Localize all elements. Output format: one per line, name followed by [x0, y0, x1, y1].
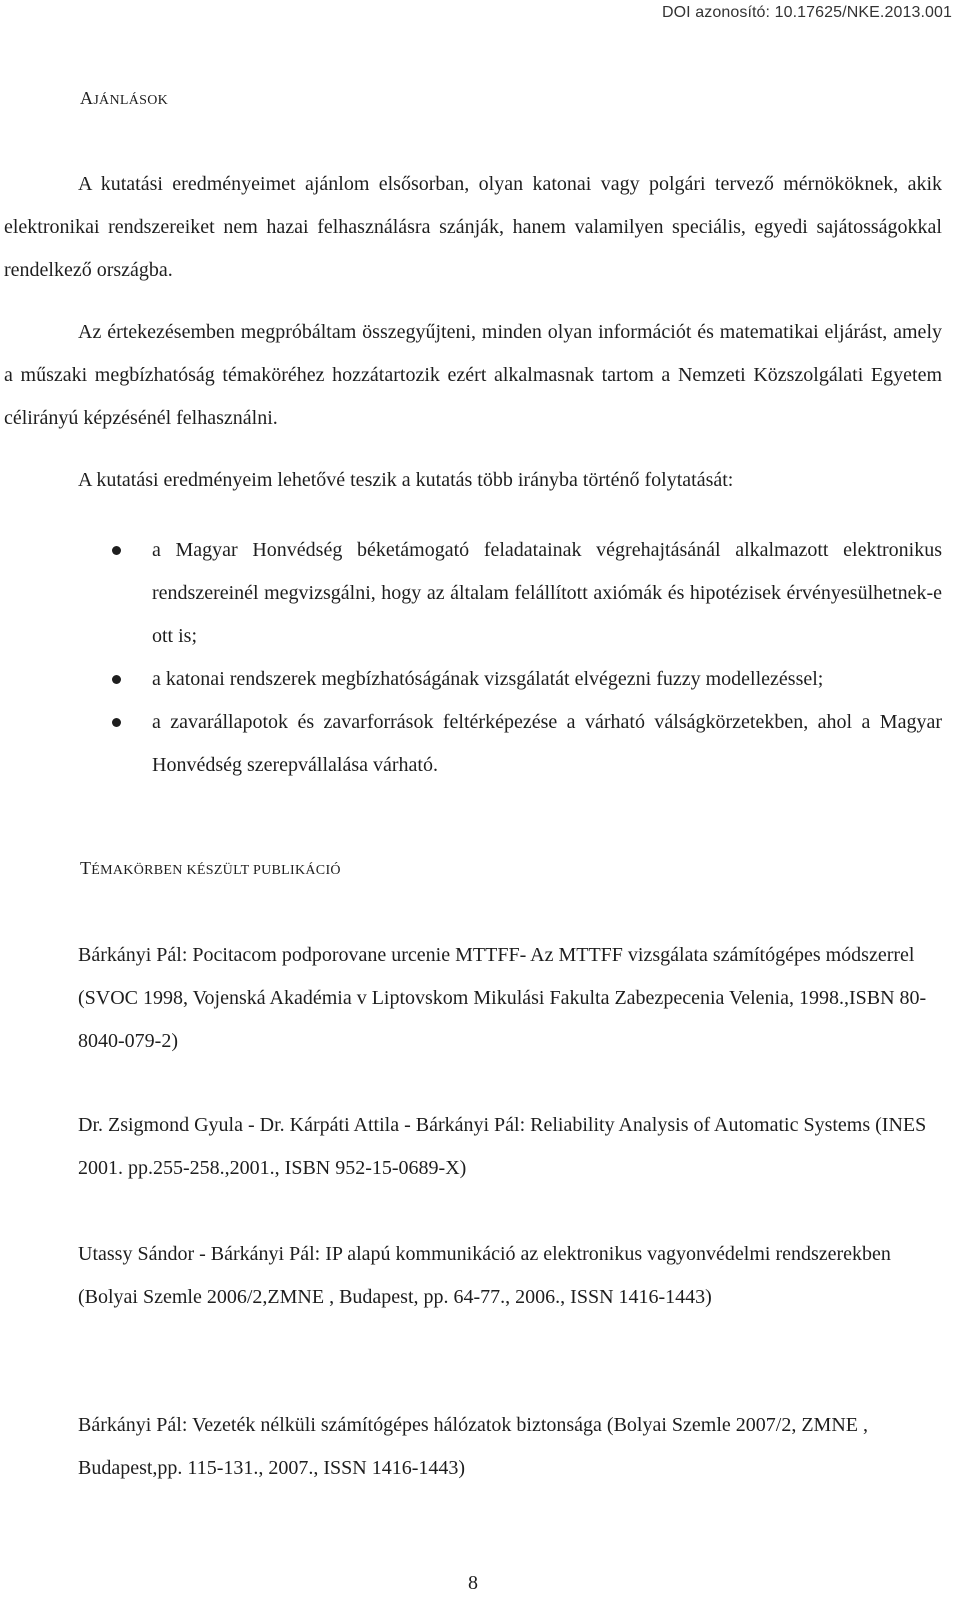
publications-heading-rest: ÉMAKÖRBEN KÉSZÜLT PUBLIKÁCIÓ	[91, 863, 341, 878]
recommendations-heading-initial: A	[80, 88, 94, 108]
bullet-icon	[112, 546, 121, 555]
recommendations-heading-rest: JÁNLÁSOK	[93, 93, 169, 108]
publication-item-2: Dr. Zsigmond Gyula - Dr. Kárpáti Attila - Bárkányi Pál: Reliability Analysis of Automatic Systems (INES 2001. pp.255-258.,2001., ISBN 952-15-0689-X)	[78, 1114, 927, 1179]
list-item-text: a Magyar Honvédség béketámogató feladatainak végrehajtásánál alkalmazott elektronikus rendszereinél megvizsgálni, hogy az általam felállított axiómák és hipotézisek érvényesülhetnek-e ott is;	[152, 539, 942, 647]
recommendation-paragraph-2: Az értekezésemben megpróbáltam összegyűjteni, minden olyan információt és matematikai eljárást, amely a műszaki megbízhatóság témaköréhez hozzátartozik ezért alkalmasnak tartom a Nemzeti Közszolgálati Egyetem célirányú képzésénél felhasználni.	[4, 321, 942, 429]
recommendations-heading	[80, 88, 168, 109]
research-directions-list	[112, 529, 942, 787]
recommendation-paragraph-3: A kutatási eredményeim lehetővé teszik a kutatás több irányba történő folytatását:	[78, 469, 734, 491]
publication-item-4: Bárkányi Pál: Vezeték nélküli számítógépes hálózatok biztonsága (Bolyai Szemle 2007/2, ZMNE , Budapest,pp. 115-131., 2007., ISSN 1416-1443)	[78, 1414, 868, 1479]
bullet-icon	[112, 675, 121, 684]
publications-heading-initial: T	[80, 858, 92, 878]
list-item-text: a zavarállapotok és zavarforrások feltérképezése a várható válságkörzetekben, ahol a Magyar Honvédség szerepvállalása várható.	[152, 711, 942, 776]
page-number: 8	[468, 1572, 478, 1594]
publication-item-1: Bárkányi Pál: Pocitacom podporovane urcenie MTTFF- Az MTTFF vizsgálata számítógépes módszerrel (SVOC 1998, Vojenská Akadémia v Liptovskom Mikulási Fakulta Zabezpecenia Velenia, 1998.,ISBN 80-8040-079-2)	[78, 944, 927, 1052]
list-item	[112, 658, 942, 701]
publications-heading	[80, 858, 341, 879]
bullet-icon	[112, 718, 121, 727]
doi-header: DOI azonosító: 10.17625/NKE.2013.001	[661, 4, 952, 21]
list-item	[112, 701, 942, 787]
list-item-text: a katonai rendszerek megbízhatóságának vizsgálatát elvégezni fuzzy modellezéssel;	[152, 668, 824, 690]
list-item	[112, 529, 942, 658]
publication-item-3: Utassy Sándor - Bárkányi Pál: IP alapú kommunikáció az elektronikus vagyonvédelmi rendszerekben (Bolyai Szemle 2006/2,ZMNE , Budapest, pp. 64-77., 2006., ISSN 1416-1443)	[78, 1243, 891, 1308]
recommendation-paragraph-1: A kutatási eredményeimet ajánlom elsősorban, olyan katonai vagy polgári tervező mérnököknek, akik elektronikai rendszereiket nem hazai felhasználásra szánják, hanem valamilyen speciális, egyedi sajátosságokkal rendelkező országba.	[4, 173, 942, 281]
